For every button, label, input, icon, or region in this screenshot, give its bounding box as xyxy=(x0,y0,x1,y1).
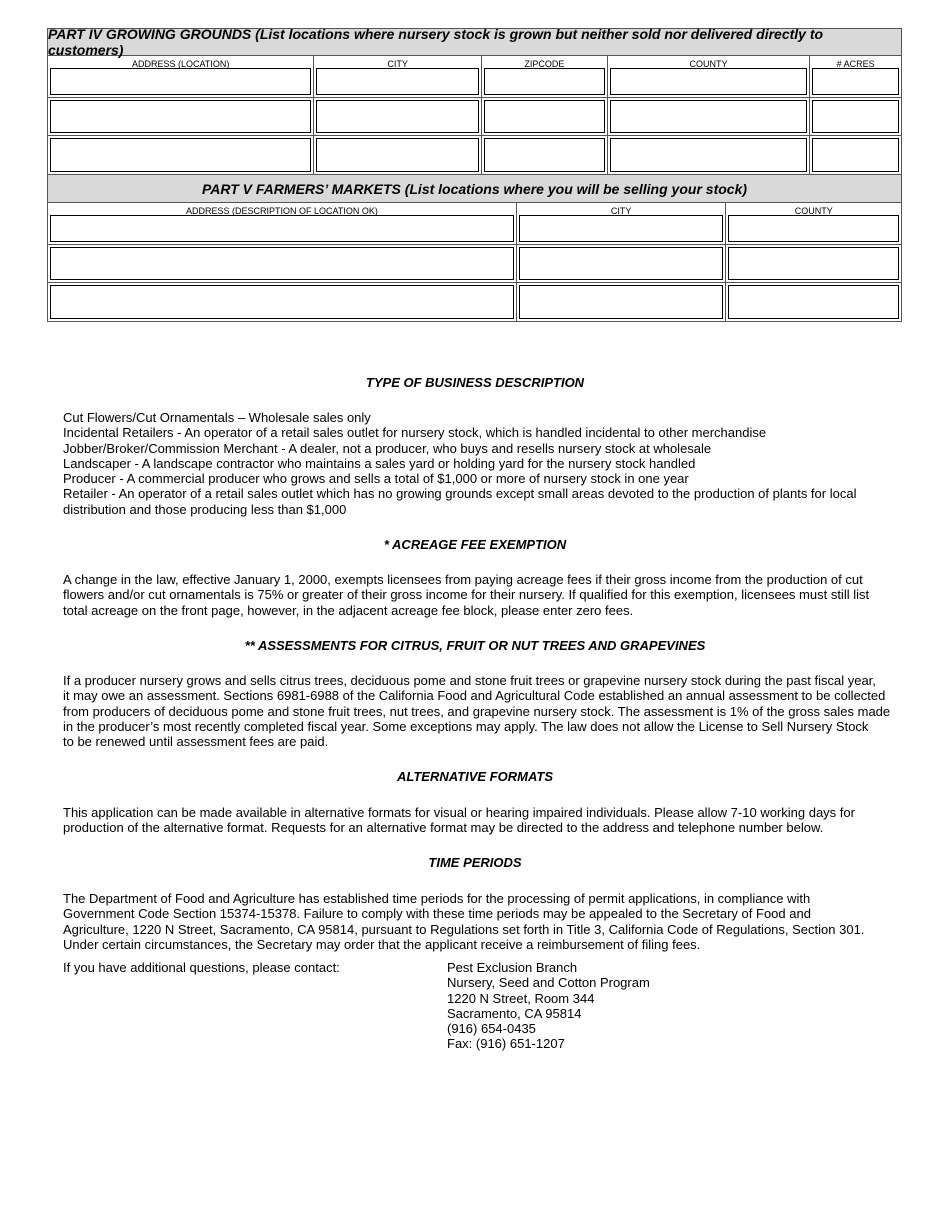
acreage-line: A change in the law, effective January 1, 2000, exempts licensees from paying acreage fees if their gross income from the production of cut xyxy=(63,572,863,587)
market-city-field[interactable] xyxy=(519,247,724,280)
address-field[interactable] xyxy=(50,100,311,133)
assessments-text xyxy=(63,673,908,749)
county-field[interactable] xyxy=(610,68,808,95)
part5-row xyxy=(48,215,901,245)
part4-grid xyxy=(47,56,902,175)
business-line: Incidental Retailers - An operator of a retail sales outlet for nursery stock, which is handled incidental to other merchandise xyxy=(63,425,767,441)
col-city: CITY xyxy=(517,203,727,215)
col-address: ADDRESS (DESCRIPTION OF LOCATION OK) xyxy=(48,203,517,215)
contact-phone: (916) 654-0435 xyxy=(447,1021,536,1037)
market-county-field[interactable] xyxy=(728,215,899,242)
part5-grid xyxy=(47,203,902,322)
time-line: Under certain circumstances, the Secretary may order that the applicant receive a reimbursement of filing fees. xyxy=(63,936,701,952)
contact-address xyxy=(447,960,650,1052)
time-line: The Department of Food and Agriculture has established time periods for the processing of permit applications, in compliance with xyxy=(63,891,811,906)
market-address-field[interactable] xyxy=(50,285,514,319)
col-address: ADDRESS (LOCATION) xyxy=(48,56,314,68)
part5-row xyxy=(48,245,901,283)
business-line: Jobber/Broker/Commission Merchant - A dealer, not a producer, who buys and resells nursery stock at wholesale xyxy=(63,440,712,456)
alternative-text xyxy=(63,805,908,836)
time-line: Government Code Section 15374-15378. Failure to comply with these time periods may be appealed to the Secretary of Food and xyxy=(63,906,811,922)
contact-fax: Fax: (916) 651-1207 xyxy=(447,1036,565,1052)
alternative-line: This application can be made available in alternative formats for visual or hearing impaired individuals. Please allow 7-10 working days for xyxy=(63,805,855,820)
part5-header xyxy=(48,203,901,215)
part4-row xyxy=(48,68,901,98)
market-address-field[interactable] xyxy=(50,247,514,280)
col-acres: # ACRES xyxy=(836,59,875,68)
contact-line: Pest Exclusion Branch xyxy=(447,960,578,975)
alternative-line: production of the alternative format. Requests for an alternative format may be directed to the address and telephone number below. xyxy=(63,820,824,836)
acreage-heading: * ACREAGE FEE EXEMPTION xyxy=(383,537,567,552)
business-line: distribution and those producing less than $1,000 xyxy=(63,501,347,517)
city-field[interactable] xyxy=(316,100,479,133)
contact-line: Nursery, Seed and Cotton Program xyxy=(447,975,650,991)
time-line: Agriculture, 1220 N Street, Sacramento, CA 95814, pursuant to Regulations set forth in Title 3, California Code of Regulations, Section 301. xyxy=(63,921,865,937)
zipcode-field[interactable] xyxy=(484,138,605,172)
city-field[interactable] xyxy=(316,138,479,172)
assessments-line: in the producer’s most recently completed fiscal year. Some exceptions may apply. The law does not allow the License to Sell Nursery Stock xyxy=(63,718,869,734)
business-heading: TYPE OF BUSINESS DESCRIPTION xyxy=(365,375,585,390)
assessments-line: to be renewed until assessment fees are paid. xyxy=(63,734,329,750)
market-address-field[interactable] xyxy=(50,215,514,242)
business-line: Producer - A commercial producer who grows and sells a total of $1,000 or more of nursery stock in one year xyxy=(63,471,689,487)
market-county-field[interactable] xyxy=(728,247,899,280)
alternative-heading: ALTERNATIVE FORMATS xyxy=(397,769,553,784)
contact-line: 1220 N Street, Room 344 xyxy=(447,990,595,1006)
market-county-field[interactable] xyxy=(728,285,899,319)
address-field[interactable] xyxy=(50,138,311,172)
col-city: CITY xyxy=(314,56,482,68)
city-field[interactable] xyxy=(316,68,479,95)
contact-line: Sacramento, CA 95814 xyxy=(447,1005,582,1021)
acreage-line: flowers and/or cut ornamentals is 75% or greater of their gross income for their nursery. If qualified for this exemption, licensees must still list xyxy=(63,587,870,603)
zipcode-field[interactable] xyxy=(484,100,605,133)
business-line: Cut Flowers/Cut Ornamentals – Wholesale sales only xyxy=(63,410,371,425)
business-line: Landscaper - A landscape contractor who maintains a sales yard or holding yard for the nursery stock handled xyxy=(63,455,696,471)
business-description xyxy=(63,410,908,517)
part4-title: PART IV GROWING GROUNDS (List locations where nursery stock is grown but neither sold nor delivered directly to customers) xyxy=(47,28,902,56)
address-field[interactable] xyxy=(50,68,311,95)
part5-row xyxy=(48,283,901,321)
assessments-heading: ** ASSESSMENTS FOR CITRUS, FRUIT OR NUT TREES AND GRAPEVINES xyxy=(244,638,706,653)
col-county: COUNTY xyxy=(608,56,811,68)
part5-title: PART V FARMERS’ MARKETS (List locations where you will be selling your stock) xyxy=(47,175,902,203)
acres-field[interactable] xyxy=(812,100,899,133)
market-city-field[interactable] xyxy=(519,215,724,242)
assessments-line: it may owe an assessment. Sections 6981-6988 of the California Food and Agricultural Code established an annual assessment to be collected xyxy=(63,688,886,704)
acreage-line: total acreage on the front page, however, in the adjacent acreage fee block, please enter zero fees. xyxy=(63,602,634,618)
col-county: COUNTY xyxy=(794,206,833,215)
col-zipcode: ZIPCODE xyxy=(482,56,608,68)
county-field[interactable] xyxy=(610,138,808,172)
part4-row xyxy=(48,98,901,136)
time-text xyxy=(63,891,908,952)
county-field[interactable] xyxy=(610,100,808,133)
part4-header xyxy=(48,56,901,68)
acreage-text xyxy=(63,572,908,618)
business-line: Retailer - An operator of a retail sales outlet which has no growing grounds except small areas devoted to the production of plants for local xyxy=(63,486,857,502)
zipcode-field[interactable] xyxy=(484,68,605,95)
time-heading: TIME PERIODS xyxy=(428,855,522,870)
part4-row xyxy=(48,136,901,174)
acres-field[interactable] xyxy=(812,138,899,172)
acres-field[interactable] xyxy=(812,68,899,95)
assessments-line: If a producer nursery grows and sells citrus trees, deciduous pome and stone fruit trees or grapevine nursery stock during the past fiscal year, xyxy=(63,673,876,688)
assessments-line: from producers of deciduous pome and stone fruit trees, nut trees, and grapevine nursery stock. The assessment is 1% of the gross sales made xyxy=(63,703,891,719)
nursery-form xyxy=(47,28,902,322)
contact-label: If you have additional questions, please contact: xyxy=(63,960,340,975)
market-city-field[interactable] xyxy=(519,285,724,319)
